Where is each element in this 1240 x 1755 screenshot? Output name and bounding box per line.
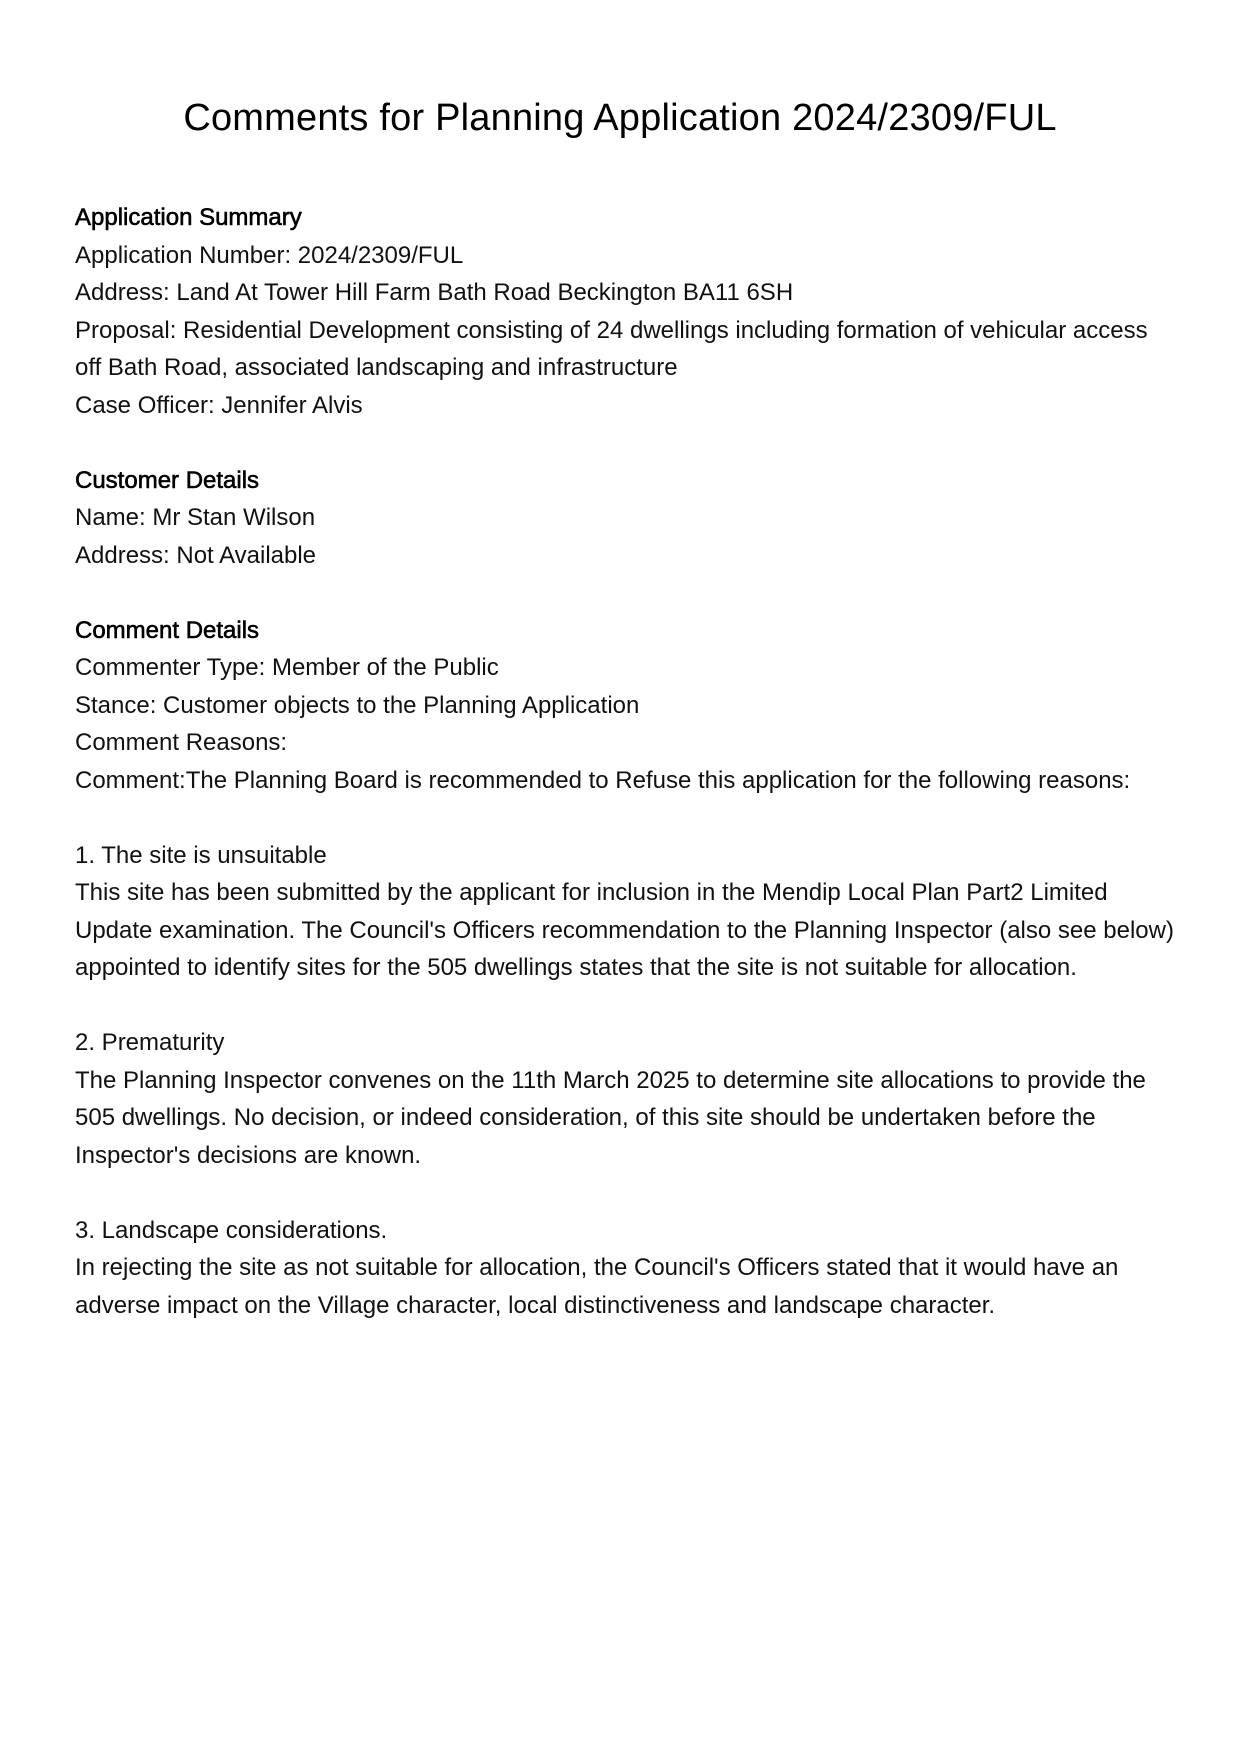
customer-address: Address: Not Available (75, 541, 317, 569)
case-officer: Case Officer: Jennifer Alvis (75, 391, 363, 419)
comment-point-heading: 3. Landscape considerations. (75, 1216, 388, 1244)
application-proposal: Proposal: Residential Development consisting of 24 dwellings including formation of vehicular access off Bath Road, associated landscaping and infrastructure (75, 316, 1148, 381)
comment-point (75, 837, 1175, 987)
comment-point-heading: 2. Prematurity (75, 1029, 225, 1056)
comment-details-section (75, 612, 1175, 1325)
page-title: Comments for Planning Application 2024/2309/FUL (183, 97, 1057, 139)
application-address: Address: Land At Tower Hill Farm Bath Road Beckington BA11 6SH (75, 279, 794, 306)
comment-point (75, 1024, 1175, 1174)
comment-point-body: The Planning Inspector convenes on the 11th March 2025 to determine site allocations to provide the 505 dwellings. No decision, or indeed consideration, of this site should be undertaken before the Inspector's decisions are known. (75, 1066, 1146, 1169)
comment-details-heading: Comment Details (75, 616, 260, 644)
comment-point-body: This site has been submitted by the applicant for inclusion in the Mendip Local Plan Part2 Limited Update examination. The Council's Officers recommendation to the Planning Inspector (also see below) appointed to identify sites for the 505 dwellings states that the site is not suitable for allocation. (75, 879, 1174, 981)
customer-details-section (75, 462, 1175, 575)
comment-point-heading: 1. The site is unsuitable (75, 841, 327, 869)
document-body (75, 199, 1175, 1362)
comment-stance: Stance: Customer objects to the Planning Application (75, 691, 640, 719)
customer-details-heading: Customer Details (75, 466, 260, 494)
comment-point (75, 1212, 1175, 1325)
comment-reasons-label: Comment Reasons: (75, 729, 288, 756)
application-number: Application Number: 2024/2309/FUL (75, 241, 464, 269)
customer-name: Name: Mr Stan Wilson (75, 504, 316, 531)
commenter-type: Commenter Type: Member of the Public (75, 654, 499, 681)
comment-intro: Comment:The Planning Board is recommended to Refuse this application for the following reasons: (75, 766, 1131, 794)
comment-point-body: In rejecting the site as not suitable for allocation, the Council's Officers stated that it would have an adverse impact on the Village character, local distinctiveness and landscape character. (75, 1254, 1119, 1319)
application-summary-heading: Application Summary (75, 204, 302, 231)
application-summary-section (75, 199, 1175, 424)
